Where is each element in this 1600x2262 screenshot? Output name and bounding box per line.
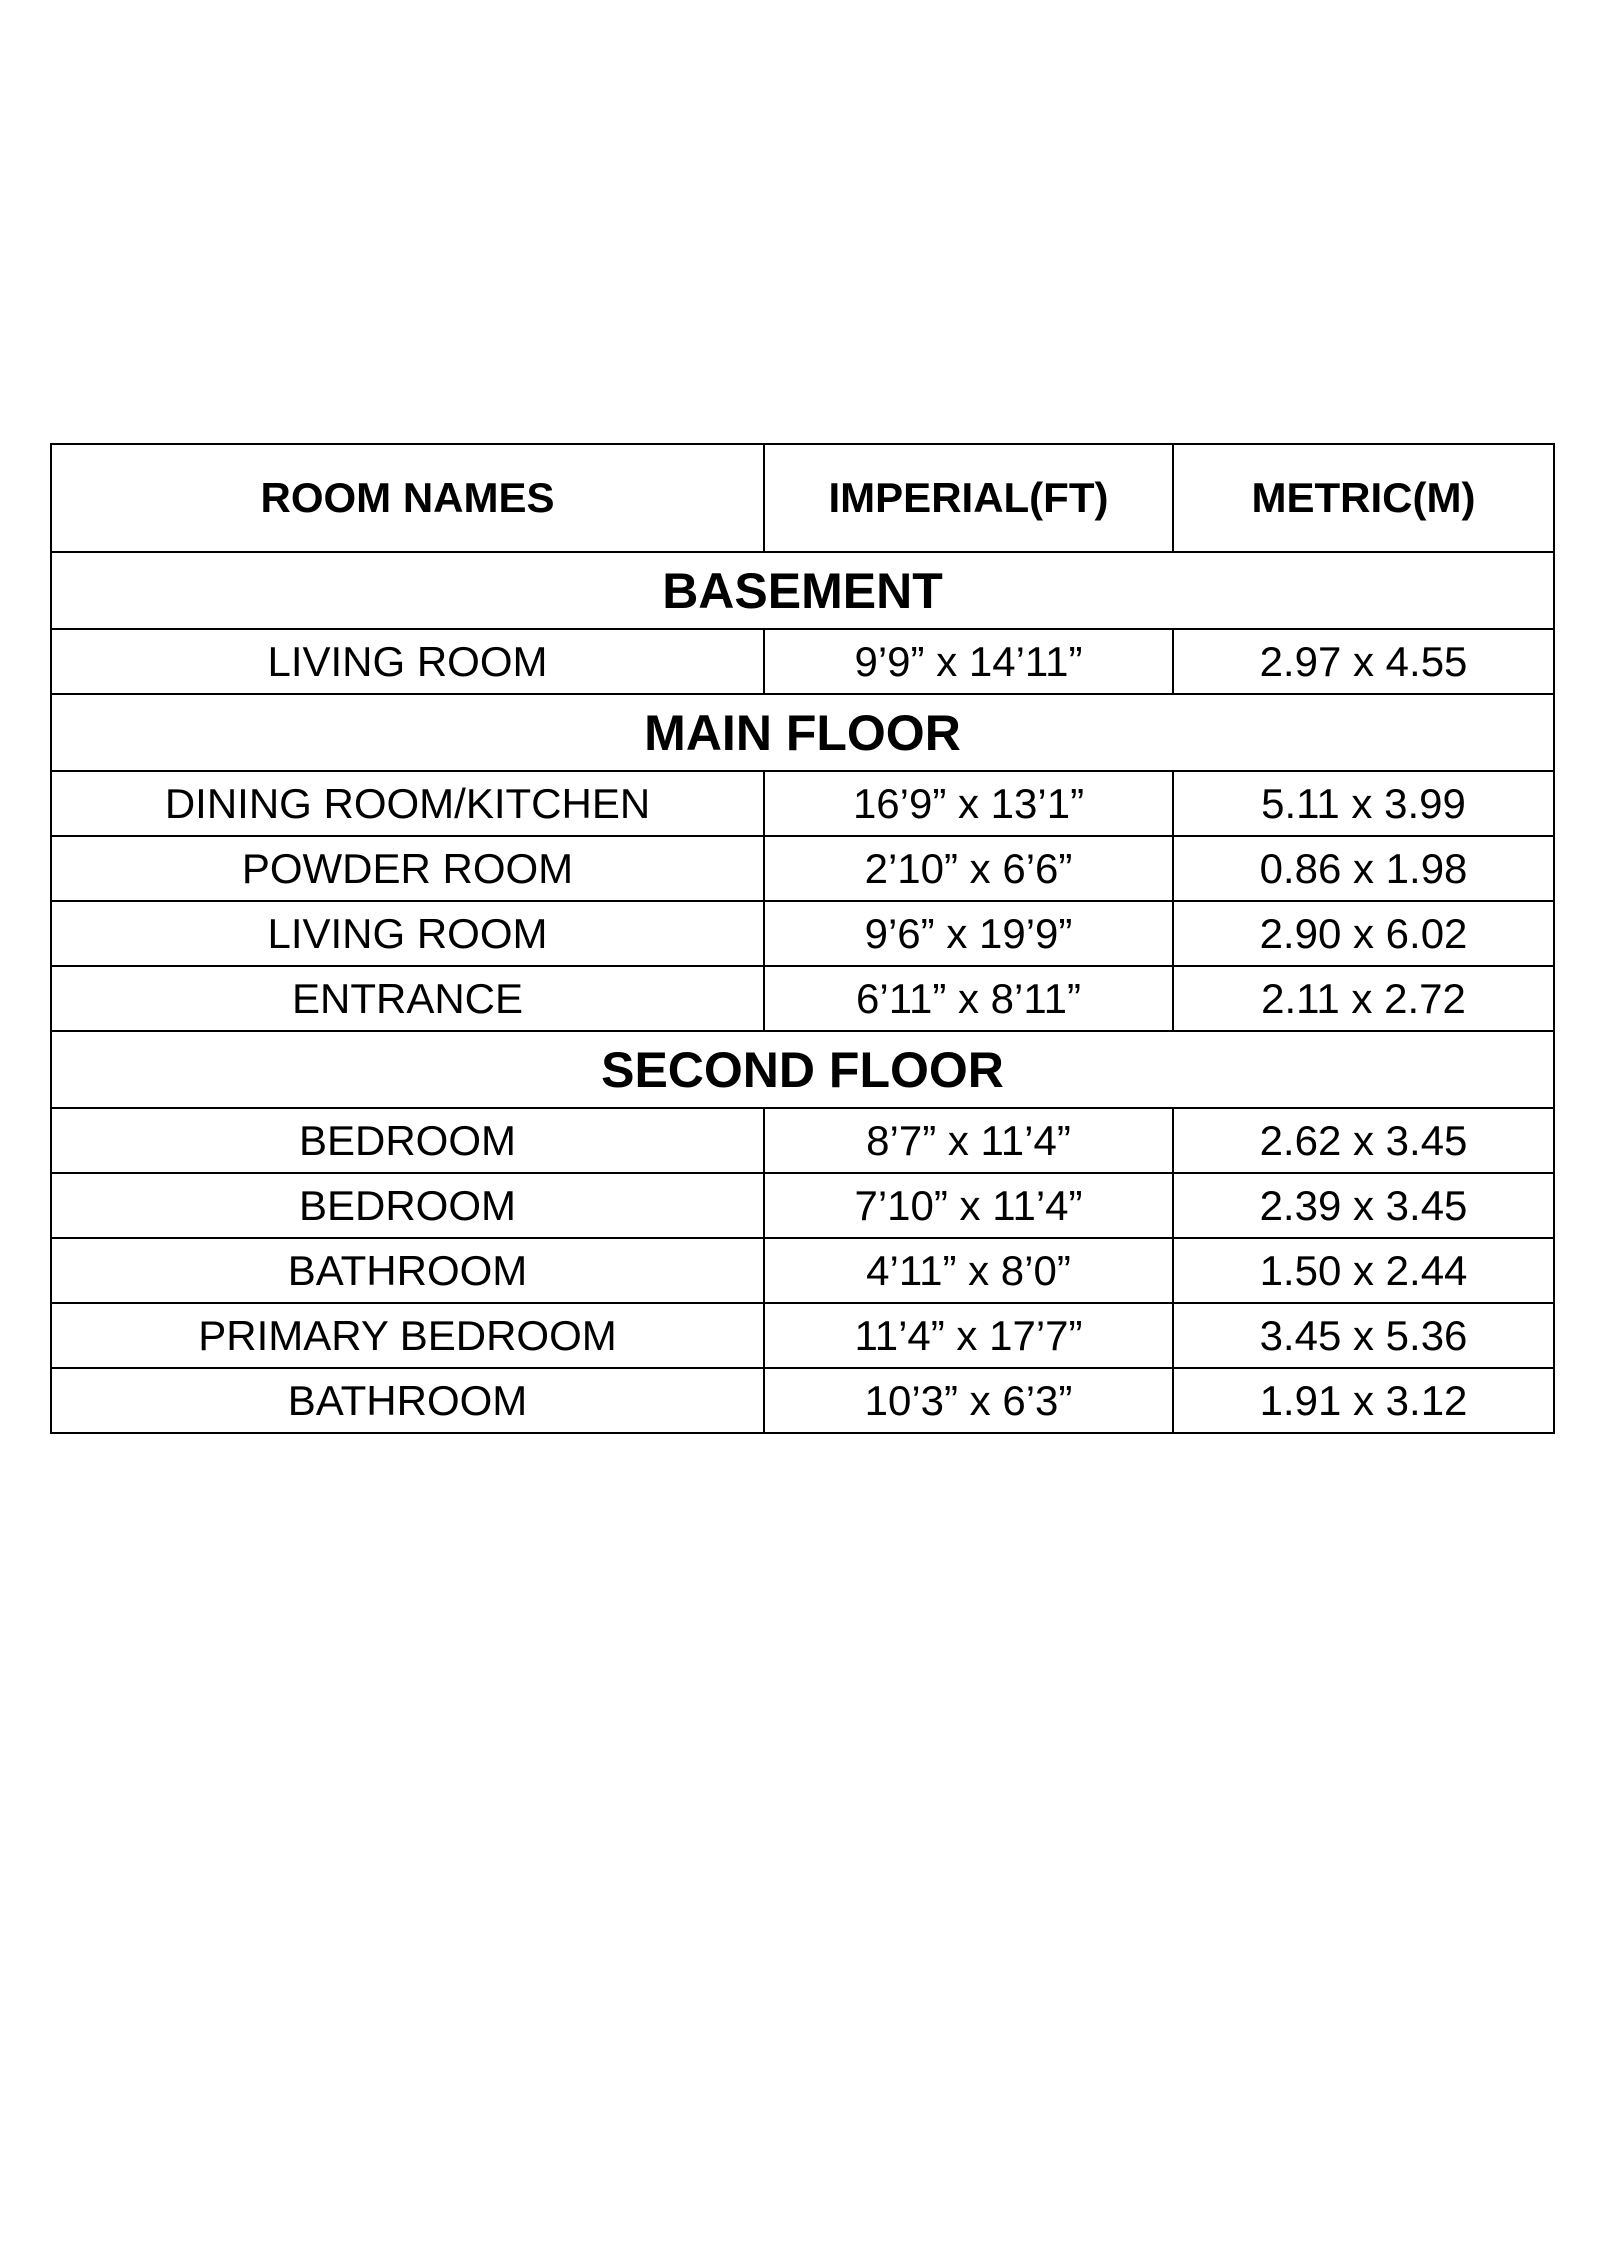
table-row [51,629,1554,694]
section-row-main-floor [51,694,1554,771]
table-row [51,1303,1554,1368]
imperial-cell: 9’9” x 14’11” [764,629,1173,694]
room-name-cell: DINING ROOM/KITCHEN [51,771,764,836]
section-title: BASEMENT [51,552,1554,629]
imperial-cell: 2’10” x 6’6” [764,836,1173,901]
imperial-cell: 11’4” x 17’7” [764,1303,1173,1368]
header-room-names: ROOM NAMES [51,444,764,552]
room-name-cell: BATHROOM [51,1368,764,1433]
imperial-cell: 6’11” x 8’11” [764,966,1173,1031]
table-row [51,1368,1554,1433]
room-name-cell: BEDROOM [51,1173,764,1238]
metric-cell: 2.97 x 4.55 [1173,629,1554,694]
table-header-row [51,444,1554,552]
imperial-cell: 16’9” x 13’1” [764,771,1173,836]
room-dimensions-sheet [50,443,1553,1434]
metric-cell: 3.45 x 5.36 [1173,1303,1554,1368]
metric-cell: 2.62 x 3.45 [1173,1108,1554,1173]
metric-cell: 2.39 x 3.45 [1173,1173,1554,1238]
room-name-cell: ENTRANCE [51,966,764,1031]
table-row [51,836,1554,901]
metric-cell: 1.50 x 2.44 [1173,1238,1554,1303]
metric-cell: 2.11 x 2.72 [1173,966,1554,1031]
table-row [51,901,1554,966]
room-name-cell: PRIMARY BEDROOM [51,1303,764,1368]
table-row [51,1173,1554,1238]
imperial-cell: 4’11” x 8’0” [764,1238,1173,1303]
table-row [51,771,1554,836]
room-name-cell: BEDROOM [51,1108,764,1173]
header-imperial: IMPERIAL(FT) [764,444,1173,552]
metric-cell: 5.11 x 3.99 [1173,771,1554,836]
table-row [51,1108,1554,1173]
imperial-cell: 8’7” x 11’4” [764,1108,1173,1173]
imperial-cell: 7’10” x 11’4” [764,1173,1173,1238]
imperial-cell: 10’3” x 6’3” [764,1368,1173,1433]
header-metric: METRIC(M) [1173,444,1554,552]
imperial-cell: 9’6” x 19’9” [764,901,1173,966]
metric-cell: 0.86 x 1.98 [1173,836,1554,901]
room-name-cell: POWDER ROOM [51,836,764,901]
table-row [51,1238,1554,1303]
room-name-cell: LIVING ROOM [51,629,764,694]
section-row-basement [51,552,1554,629]
metric-cell: 2.90 x 6.02 [1173,901,1554,966]
section-title: SECOND FLOOR [51,1031,1554,1108]
room-dimensions-table [50,443,1555,1434]
section-title: MAIN FLOOR [51,694,1554,771]
room-name-cell: LIVING ROOM [51,901,764,966]
room-name-cell: BATHROOM [51,1238,764,1303]
metric-cell: 1.91 x 3.12 [1173,1368,1554,1433]
section-row-second-floor [51,1031,1554,1108]
table-row [51,966,1554,1031]
